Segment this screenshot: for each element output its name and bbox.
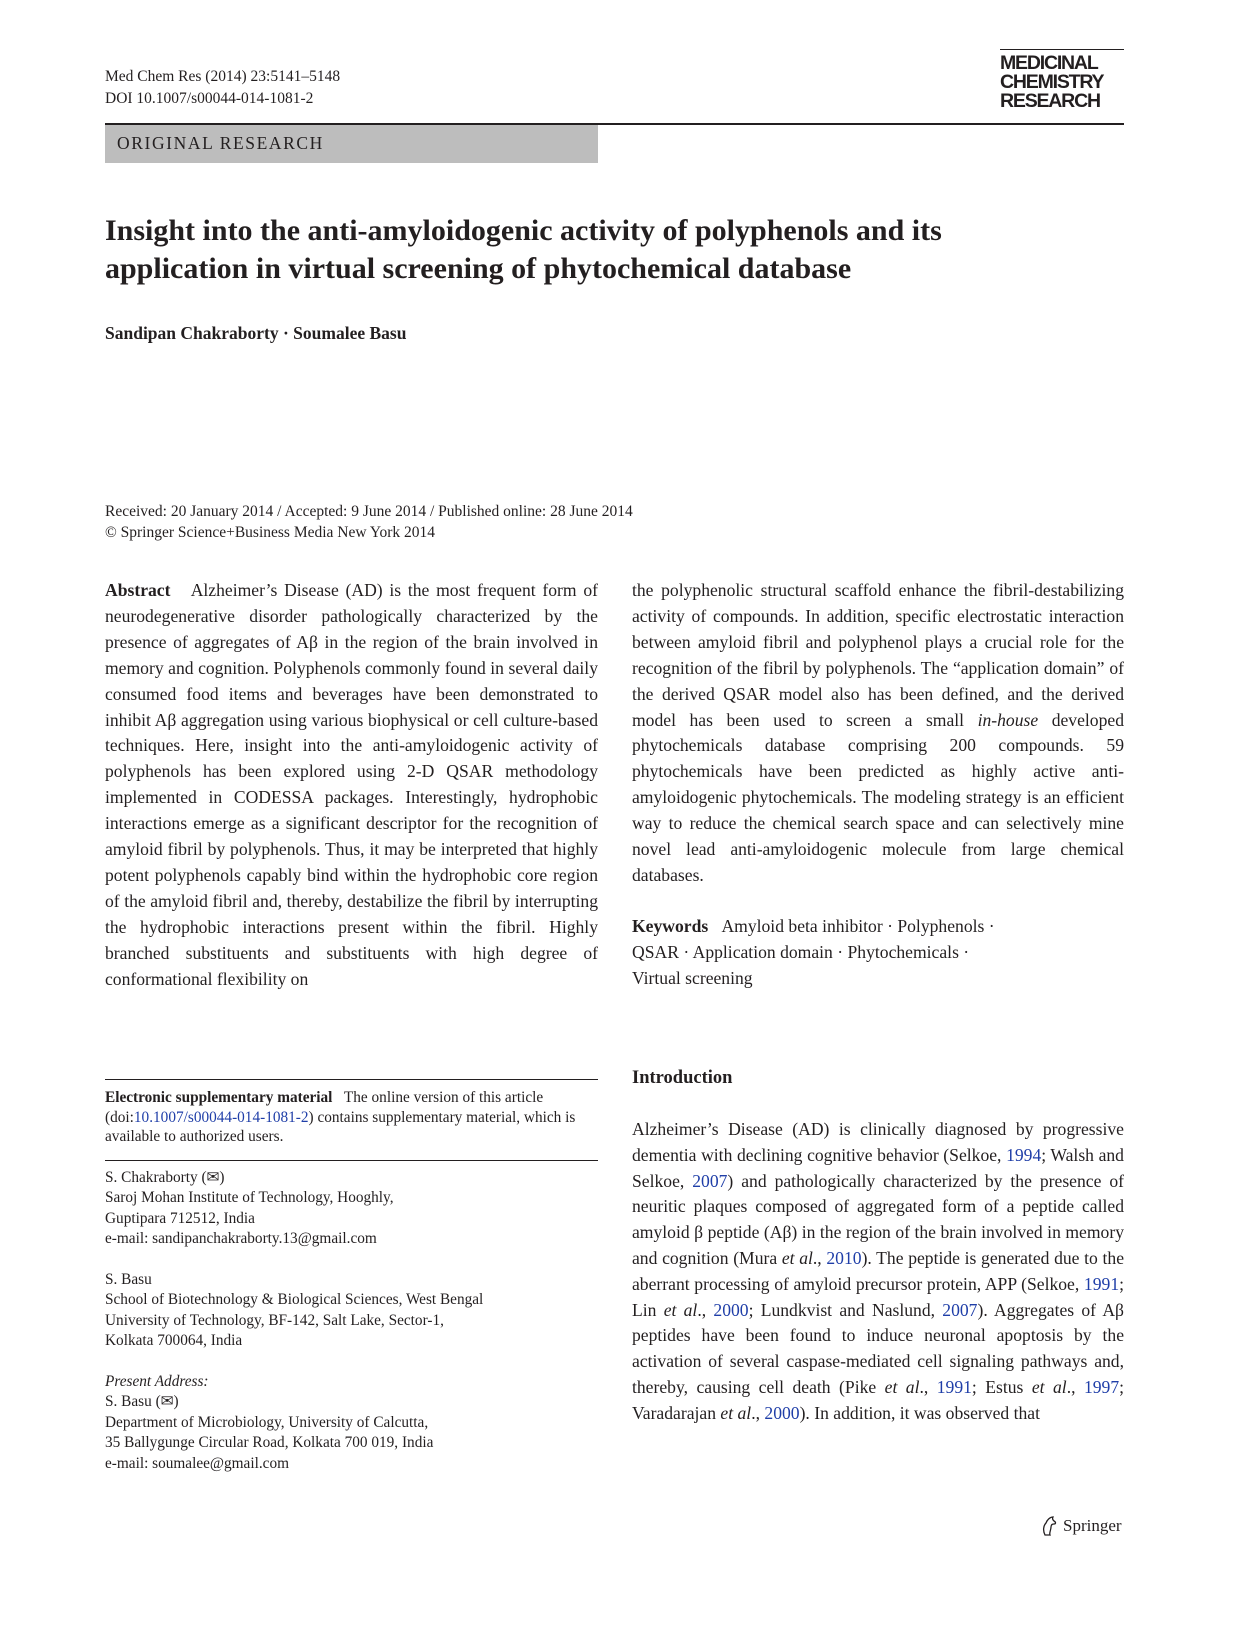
esm-text: The online version of this article (doi: xyxy=(105,1089,544,1126)
affil-line: Department of Microbiology, University of Calcutta, xyxy=(105,1413,429,1431)
article-type: ORIGINAL RESEARCH xyxy=(117,133,324,153)
logo-line-2: CHEMISTRY xyxy=(1000,71,1104,93)
abstract-text-right-b: developed phytochemicals database comprising 200 compounds. 59 phytochemicals have been predicted as highly active anti-amyloidogenic phytochemicals. The modeling strategy is an efficient way to reduce the chemical search space and can selectively mine novel lead anti-amyloidogenic molecule from large chemical databases. xyxy=(632,709,1124,885)
intro-text: ., xyxy=(1066,1376,1084,1397)
abstract-left xyxy=(105,578,598,993)
intro-text: ). The peptide is generated due to the aberrant processing of amyloid precursor protein, APP (Selkoe, xyxy=(632,1247,1125,1294)
affil-line: 35 Ballygunge Circular Road, Kolkata 700 019, India xyxy=(105,1434,434,1452)
citation: Med Chem Res (2014) 23:5141–5148 xyxy=(105,68,341,85)
ref-link[interactable]: 1994 xyxy=(1006,1144,1042,1165)
article-type-bar xyxy=(105,125,598,163)
affil-email[interactable]: e-mail: sandipanchakraborty.13@gmail.com xyxy=(105,1230,377,1248)
affil-line: S. Chakraborty (✉) xyxy=(105,1169,225,1186)
article-title xyxy=(105,212,1115,288)
intro-text: ). Aggregates of Aβ peptides have been found to induce neuronal apoptosis by the activation of several caspase-mediated cell signaling pathways and, thereby, causing cell death (Pike xyxy=(632,1299,1124,1397)
title-line-1: Insight into the anti-amyloidogenic activity of polyphenols and its xyxy=(105,214,942,247)
esm-text: ) contains supplementary material, which is available to authorized users. xyxy=(105,1108,576,1145)
ref-link[interactable]: 2007 xyxy=(692,1170,728,1191)
springer-horse-icon xyxy=(1039,1515,1059,1537)
logo-line-3: RESEARCH xyxy=(1000,90,1100,112)
intro-text: ., xyxy=(919,1376,937,1397)
present-address-label: Present Address: xyxy=(105,1373,209,1390)
authors: Sandipan Chakraborty · Soumalee Basu xyxy=(105,323,407,343)
ref-link[interactable]: 1991 xyxy=(1083,1273,1120,1294)
et-al: et al xyxy=(884,1376,920,1397)
affil-line: Saroj Mohan Institute of Technology, Hooghly, xyxy=(105,1189,394,1207)
keywords-label: Keywords xyxy=(632,915,709,936)
ref-link[interactable]: 1991 xyxy=(936,1376,972,1397)
copyright-line: © Springer Science+Business Media New York 2014 xyxy=(105,524,436,541)
footnote-rule xyxy=(105,1160,598,1161)
introduction-text xyxy=(632,1117,1124,1427)
intro-text: Alzheimer’s Disease (AD) is clinically diagnosed by progressive dementia with declining cognitive behavior (Selkoe, xyxy=(632,1119,1124,1165)
supplementary-note xyxy=(105,1088,598,1147)
affil-line: University of Technology, BF-142, Salt Lake, Sector-1, xyxy=(105,1311,444,1329)
journal-logo xyxy=(1000,54,1124,111)
footnote-rule xyxy=(105,1079,598,1080)
intro-text: ). In addition, it was observed that xyxy=(799,1402,1040,1423)
logo-rule xyxy=(1000,49,1124,50)
title-line-2: application in virtual screening of phytochemical database xyxy=(105,252,852,285)
intro-text: ; Lundkvist and Naslund, xyxy=(748,1299,943,1320)
esm-doi-link[interactable]: 10.1007/s00044-014-1081-2 xyxy=(133,1108,309,1126)
abstract-right xyxy=(632,578,1124,992)
keywords-line-3: Virtual screening xyxy=(632,967,753,988)
ref-link[interactable]: 2007 xyxy=(942,1299,978,1320)
publication-dates xyxy=(105,501,633,543)
abstract-text-left: Alzheimer’s Disease (AD) is the most frequent form of neurodegenerative disorder pathologically characterized by the presence of aggregates of Aβ in the region of the brain involved in memory and cognition. Polyphenols commonly found in several daily consumed food items and beverages have been demonstrated to inhibit Aβ aggregation using various biophysical or cell culture-based techniques. Here, insight into the anti-amyloidogenic activity of polyphenols has been explored using 2-D QSAR methodology implemented in CODESSA packages. Interestingly, hydrophobic interactions emerge as a significant descriptor for the recognition of amyloid fibril by polyphenols. Thus, it may be interpreted that highly potent polyphenols capably bind within the hydrophobic core region of the amyloid fibril and, thereby, destabilize the fibril by interrupting the hydrophobic interactions present within the fibril. Highly branched substituents and substituents with high degree of conformational flexibility on xyxy=(105,580,598,989)
affil-email[interactable]: e-mail: soumalee@gmail.com xyxy=(105,1454,289,1472)
ref-link[interactable]: 2000 xyxy=(713,1299,749,1320)
ref-link[interactable]: 2000 xyxy=(764,1402,800,1423)
affil-line: S. Basu xyxy=(105,1271,152,1288)
publisher-name: Springer xyxy=(1063,1516,1122,1535)
esm-label: Electronic supplementary material xyxy=(105,1089,333,1106)
intro-text: ) and pathologically characterized by the presence of neuritic plaques composed of aggregated form of a peptide called amyloid β peptide (Aβ) in the region of the brain involved in memory and cognition (Mura xyxy=(632,1170,1124,1268)
affil-line: School of Biotechnology & Biological Sciences, West Bengal xyxy=(105,1291,484,1309)
affiliation-present xyxy=(105,1372,598,1474)
affil-line: Guptipara 712512, India xyxy=(105,1209,255,1227)
doi: DOI 10.1007/s00044-014-1081-2 xyxy=(105,90,314,107)
affil-line: Kolkata 700064, India xyxy=(105,1332,243,1350)
et-al: et al xyxy=(663,1299,698,1320)
intro-text: ; Lin xyxy=(632,1273,1124,1320)
keywords-line-1: Amyloid beta inhibitor · Polyphenols · xyxy=(721,915,995,936)
affil-line: S. Basu (✉) xyxy=(105,1393,179,1411)
intro-text: ; Estus xyxy=(971,1376,1032,1397)
intro-text: ., xyxy=(697,1299,714,1320)
et-al: et al xyxy=(1031,1376,1067,1397)
et-al: et al xyxy=(720,1402,752,1423)
abstract-text-right-a: the polyphenolic structural scaffold enhance the fibril-destabilizing activity of compounds. In addition, specific electrostatic interaction between amyloid fibril and polyphenol plays a crucial role for the recognition of the fibril by polyphenols. The “application domain” of the derived QSAR model also has been defined, and the derived model has been used to screen a small xyxy=(632,580,1124,730)
intro-text: ., xyxy=(812,1247,827,1268)
et-al: et al xyxy=(781,1247,813,1268)
ref-link[interactable]: 2010 xyxy=(826,1247,862,1268)
dates-line: Received: 20 January 2014 / Accepted: 9 June 2014 / Published online: 28 June 2014 xyxy=(105,503,633,520)
intro-text: ., xyxy=(751,1402,765,1423)
logo-line-1: MEDICINAL xyxy=(1000,52,1098,74)
publisher-logo xyxy=(1039,1515,1122,1537)
ref-link[interactable]: 1997 xyxy=(1083,1376,1120,1397)
abstract-emphasis: in-house xyxy=(977,709,1039,730)
intro-text: ; Walsh and Selkoe, xyxy=(632,1144,1124,1191)
abstract-label: Abstract xyxy=(105,580,171,600)
affiliation-basu xyxy=(105,1270,598,1352)
keywords-line-2: QSAR · Application domain · Phytochemicals · xyxy=(632,941,970,962)
journal-citation xyxy=(105,66,340,110)
introduction-heading: Introduction xyxy=(632,1068,733,1088)
affiliation-chakraborty xyxy=(105,1168,598,1250)
intro-text: ; Varadarajan xyxy=(632,1376,1125,1423)
